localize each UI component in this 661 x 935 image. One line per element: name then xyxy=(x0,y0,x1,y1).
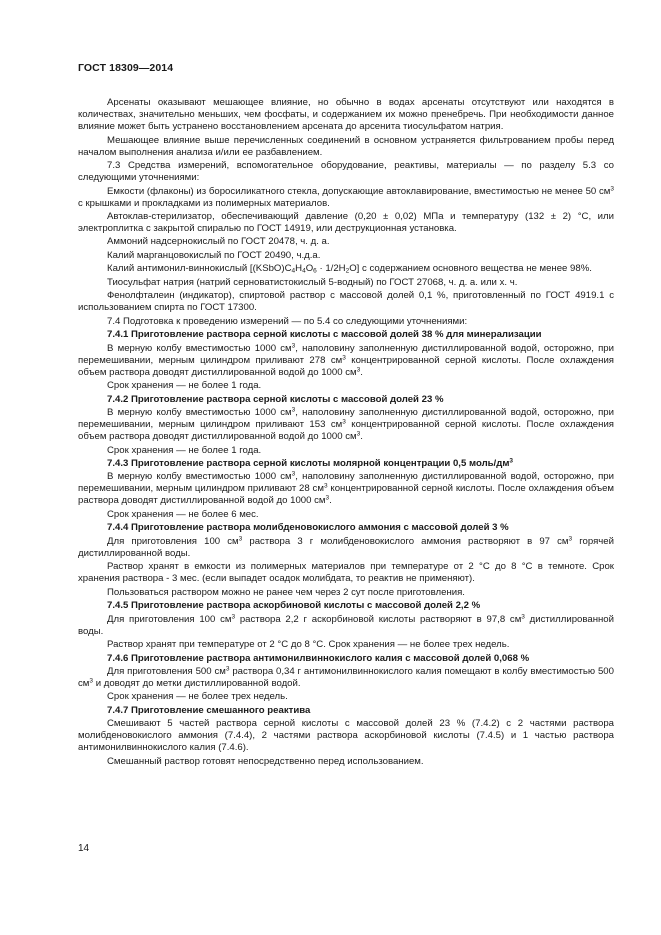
text-run: Смешивают 5 частей раствора серной кислоты с массовой долей 23 % (7.4.2) с 2 частями раствора молибденовокислого аммония (7.4.4), 2 частями раствора аскорбиновой кислоты (7.4.5) и 1 частью раствора антимонилвиннокислого калия (7.4.6). xyxy=(78,718,614,754)
superscript: 3 xyxy=(568,535,573,543)
section-heading xyxy=(78,329,614,341)
text-run: 7.3 Средства измерений, вспомогательное оборудование, реактивы, материалы — по разделу 5.3 со следующими уточнениями: xyxy=(78,160,614,184)
paragraph xyxy=(78,250,614,262)
paragraph xyxy=(78,186,614,210)
page-number: 14 xyxy=(78,843,90,854)
paragraph xyxy=(78,277,614,289)
subscript: 4 xyxy=(291,267,296,275)
text-run: В мерную колбу вместимостью 1000 см xyxy=(107,406,292,418)
paragraph xyxy=(78,380,614,392)
paragraph xyxy=(78,639,614,651)
page-header-standard-code: ГОСТ 18309—2014 xyxy=(78,62,174,74)
superscript: 3 xyxy=(325,494,330,502)
text-run: . xyxy=(360,431,363,443)
text-run: 7.4.7 Приготовление смешанного реактива xyxy=(107,704,311,716)
text-run: O xyxy=(305,263,314,275)
paragraph xyxy=(78,343,614,379)
paragraph xyxy=(78,135,614,159)
text-run: . xyxy=(360,366,363,378)
section-heading xyxy=(78,653,614,665)
text-run: H xyxy=(295,263,303,275)
paragraph xyxy=(78,160,614,184)
text-run: Аммоний надсернокислый по ГОСТ 20478, ч. д. а. xyxy=(107,236,330,248)
text-run: 7.4 Подготовка к проведению измерений — по 5.4 со следующими уточнениями: xyxy=(107,315,468,327)
text-run: , наполовину заполненную дистиллированной водой, осторожно, при перемешивании, мерным цилиндром приливают 278 см xyxy=(78,342,614,366)
paragraph xyxy=(78,407,614,443)
text-run: Для приготовления 500 см xyxy=(107,666,226,677)
text-run: Срок хранения — не более трех недель. xyxy=(107,691,288,703)
text-run: Калий антимонил-виннокислый [(KSbO)C xyxy=(107,263,292,275)
text-run: Арсенаты оказывают мешающее влияние, но обычно в водах арсенаты отсутствуют или находятся в количествах, значительно меньших, чем фосфаты, и содержанием их можно пренебречь. При необходимости данное влияние может быть устранено восстановлением арсената до арсенита тиосульфатом натрия. xyxy=(78,97,614,133)
paragraph xyxy=(78,236,614,248)
section-heading xyxy=(78,522,614,534)
section-heading xyxy=(78,600,614,612)
paragraph xyxy=(78,445,614,457)
paragraph xyxy=(78,666,614,690)
paragraph xyxy=(78,718,614,754)
section-heading xyxy=(78,705,614,717)
text-run: концентрированной серной кислоты. После охлаждения объем раствора доводят дистиллированной водой до 1000 см xyxy=(78,419,614,443)
superscript: 3 xyxy=(291,342,296,350)
text-run: В мерную колбу вместимостью 1000 см xyxy=(107,342,292,354)
text-run: Пользоваться раствором можно не ранее чем через 2 сут после приготовления. xyxy=(107,586,465,598)
paragraph xyxy=(78,290,614,314)
text-run: В мерную колбу вместимостью 1000 см xyxy=(107,471,292,483)
text-run: Для приготовления 100 см xyxy=(107,613,232,625)
text-run: 7.4.3 Приготовление раствора серной кислоты молярной концентрации 0,5 моль/дм xyxy=(107,457,510,469)
text-run: Емкости (флаконы) из боросиликатного стекла, допускающие автоклавирование, вместимостью не менее 50 см xyxy=(107,185,611,197)
text-run: Тиосульфат натрия (натрий серноватистокислый 5-водный) по ГОСТ 27068, ч. д. а. или х. ч. xyxy=(107,276,518,288)
text-run: Срок хранения — не более 1 года. xyxy=(107,444,262,456)
text-run: Смешанный раствор готовят непосредственно перед использованием. xyxy=(107,755,424,767)
text-run: Срок хранения — не более 1 года. xyxy=(107,380,262,392)
subscript: 6 xyxy=(313,267,317,275)
text-run: с крышками и прокладками из полимерных материалов. xyxy=(78,197,330,209)
superscript: 3 xyxy=(89,677,94,685)
paragraph xyxy=(78,471,614,507)
paragraph xyxy=(78,614,614,638)
superscript: 3 xyxy=(356,366,361,374)
superscript: 3 xyxy=(291,470,296,478)
text-run: концентрированной серной кислоты. После охлаждения объем раствора доводят дистиллированной водой до 1000 см xyxy=(78,354,614,378)
text-run: и доводят до метки дистиллированной водой. xyxy=(93,678,301,690)
document-body xyxy=(78,97,614,769)
text-run: 7.4.4 Приготовление раствора молибденовокислого аммония с массовой долей 3 % xyxy=(107,522,509,534)
paragraph xyxy=(78,316,614,328)
section-heading xyxy=(78,458,614,470)
text-run: O] с содержанием основного вещества не менее 98%. xyxy=(349,263,592,275)
superscript: 3 xyxy=(521,613,525,621)
superscript: 3 xyxy=(231,613,236,621)
paragraph xyxy=(78,536,614,560)
superscript: 3 xyxy=(509,457,514,465)
text-run: Фенолфталеин (индикатор), спиртовой раствор с массовой долей 0,1 %, приготовленный по ГОСТ 4919.1 с использованием спирта по ГОСТ 17300. xyxy=(78,290,614,314)
superscript: 3 xyxy=(342,354,346,362)
superscript: 3 xyxy=(342,418,346,426)
text-run: Автоклав-стерилизатор, обеспечивающий давление (0,20 ± 0,02) МПа и температуру (132 ± 2) °С, или электроплитка с закрытой спиралью по ГОСТ 14919, или деструкционная установка. xyxy=(78,210,614,235)
text-run: раствора 0,34 г антимонилвиннокислого калия помещают в колбу вместимостью 500 см xyxy=(78,666,614,690)
superscript: 3 xyxy=(291,406,296,414)
text-run: 7.4.5 Приготовление раствора аскорбиновой кислоты с массовой долей 2,2 % xyxy=(107,600,481,612)
superscript: 3 xyxy=(356,430,361,438)
text-run: . xyxy=(329,495,332,507)
text-run: Срок хранения — не более 6 мес. xyxy=(107,508,259,520)
text-run: концентрированной серной кислоты. После охлаждения объем раствора доводят дистиллированной водой до 1000 см xyxy=(78,483,614,507)
text-run: · 1/2H xyxy=(316,263,346,275)
superscript: 3 xyxy=(323,482,328,490)
paragraph xyxy=(78,561,614,585)
text-run: дистиллированной воды. xyxy=(78,613,615,637)
section-heading xyxy=(78,394,614,406)
text-run: 7.4.1 Приготовление раствора серной кислоты с массовой долей 38 % для минерализации xyxy=(107,329,542,341)
text-run: Калий марганцовокислый по ГОСТ 20490, ч.д.а. xyxy=(107,249,321,261)
superscript: 3 xyxy=(610,185,614,192)
subscript: 2 xyxy=(345,267,350,275)
text-run: раствора 3 г молибденовокислого аммония растворяют в 97 см xyxy=(242,535,569,547)
paragraph xyxy=(78,691,614,703)
text-run: , наполовину заполненную дистиллированной водой, осторожно, при перемешивании, мерным цилиндром приливают 153 см xyxy=(78,406,614,431)
text-run: Раствор хранят в емкости из полимерных материалов при температуре от 2 °С до 8 °С в темноте. Срок хранения раствора - 3 мес. (если выпадет осадок молибдата, то реактив не применяют). xyxy=(78,561,614,585)
superscript: 3 xyxy=(238,535,243,543)
subscript: 4 xyxy=(302,267,306,275)
text-run: Для приготовления 100 см xyxy=(107,535,239,547)
paragraph xyxy=(78,97,614,133)
text-run: 7.4.2 Приготовление раствора серной кислоты с массовой долей 23 % xyxy=(107,393,444,405)
paragraph xyxy=(78,587,614,599)
text-run: Раствор хранят при температуре от 2 °С до 8 °С. Срок хранения — не более трех недель. xyxy=(107,639,510,651)
paragraph xyxy=(78,756,614,768)
text-run: Мешающее влияние выше перечисленных соединений в основном устраняется фильтрованием пробы перед началом выполнения анализа и/или ее разбавлением. xyxy=(78,134,614,158)
paragraph xyxy=(78,263,614,275)
superscript: 3 xyxy=(225,665,230,673)
text-run: горячей дистиллированной воды. xyxy=(78,535,614,559)
paragraph xyxy=(78,211,614,235)
paragraph xyxy=(78,509,614,521)
text-run: 7.4.6 Приготовление раствора антимонилвиннокислого калия с массовой долей 0,068 % xyxy=(107,652,530,664)
text-run: , наполовину заполненную дистиллированной водой, осторожно, при перемешивании, мерным цилиндром приливают 28 см xyxy=(78,471,614,495)
text-run: раствора 2,2 г аскорбиновой кислоты растворяют в 97,8 см xyxy=(235,613,522,625)
